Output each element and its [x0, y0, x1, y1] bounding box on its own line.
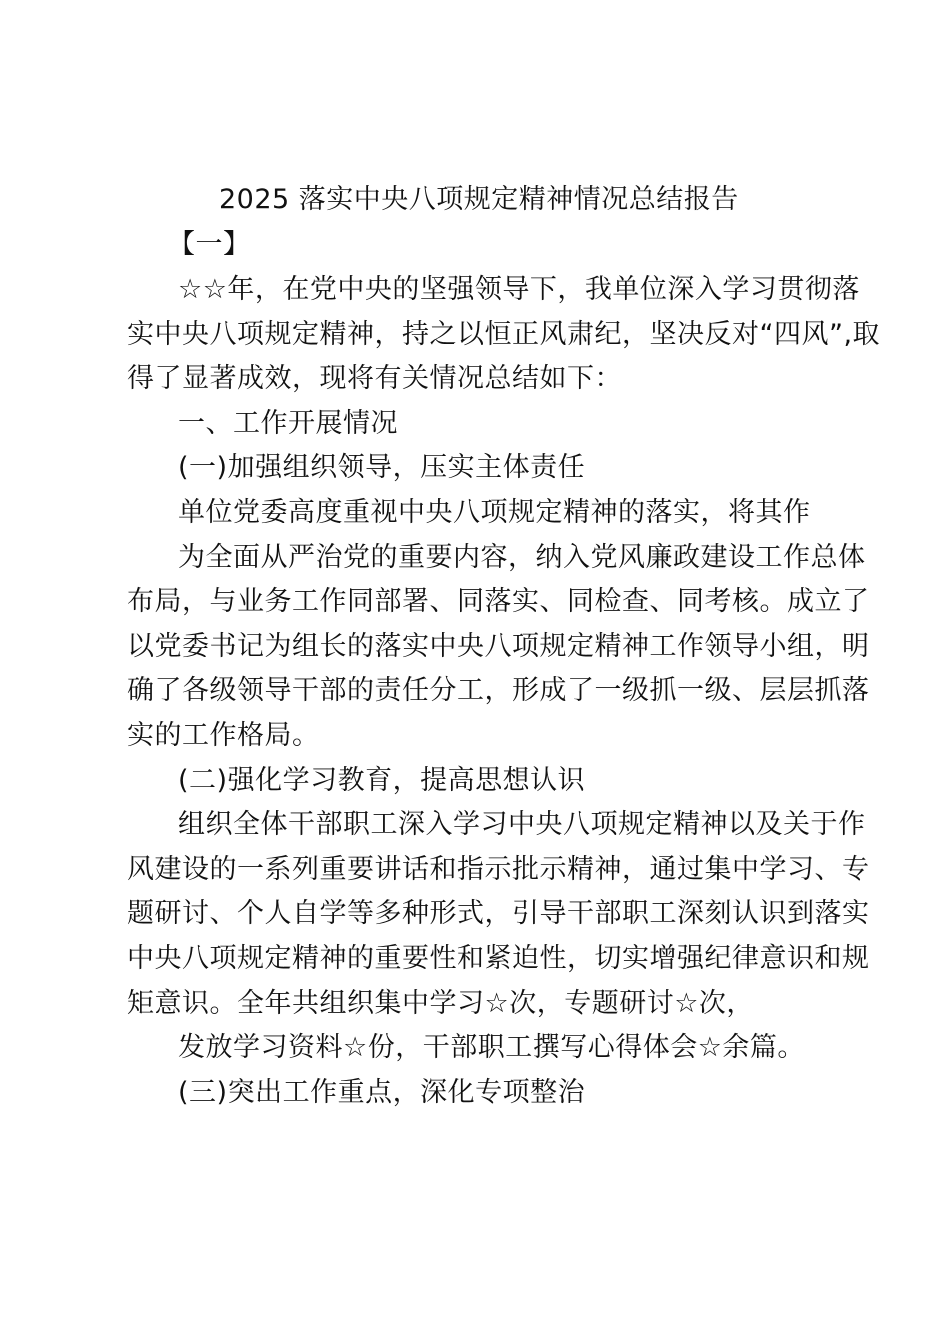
paragraph-line: 发放学习资料☆份，干部职工撰写心得体会☆余篇。	[178, 1032, 805, 1063]
paragraph-line: 实的工作格局。	[127, 720, 320, 751]
paragraph-line: 矩意识。全年共组织集中学习☆次，专题研讨☆次，	[127, 988, 754, 1019]
section-marker: 【一】	[168, 229, 251, 260]
paragraph-line: 以党委书记为组长的落实中央八项规定精神工作领导小组，明	[127, 631, 870, 662]
document-title: 2025 落实中央八项规定精神情况总结报告	[219, 184, 739, 215]
paragraph-line: 中央八项规定精神的重要性和紧迫性，切实增强纪律意识和规	[127, 943, 870, 974]
paragraph-line: ☆☆年，在党中央的坚强领导下，我单位深入学习贯彻落	[178, 274, 860, 305]
paragraph-line: 布局，与业务工作同部署、同落实、同检查、同考核。成立了	[127, 586, 870, 617]
paragraph-line: 组织全体干部职工深入学习中央八项规定精神以及关于作	[178, 809, 866, 840]
subsection-heading: (三)突出工作重点，深化专项整治	[178, 1077, 586, 1108]
paragraph-line: 单位党委高度重视中央八项规定精神的落实，将其作	[178, 497, 811, 528]
paragraph-line: 题研讨、个人自学等多种形式，引导干部职工深刻认识到落实	[127, 898, 870, 929]
section-heading: 一、工作开展情况	[178, 408, 398, 439]
paragraph-line: 实中央八项规定精神，持之以恒正风肃纪，坚决反对“四风”,取	[127, 319, 881, 350]
subsection-heading: (一)加强组织领导，压实主体责任	[178, 452, 586, 483]
paragraph-line: 确了各级领导干部的责任分工，形成了一级抓一级、层层抓落	[127, 675, 870, 706]
subsection-heading: (二)强化学习教育，提高思想认识	[178, 765, 586, 796]
paragraph-line: 得了显著成效，现将有关情况总结如下：	[127, 363, 622, 394]
paragraph-line: 风建设的一系列重要讲话和指示批示精神，通过集中学习、专	[127, 854, 870, 885]
paragraph-line: 为全面从严治党的重要内容，纳入党风廉政建设工作总体	[178, 542, 866, 573]
